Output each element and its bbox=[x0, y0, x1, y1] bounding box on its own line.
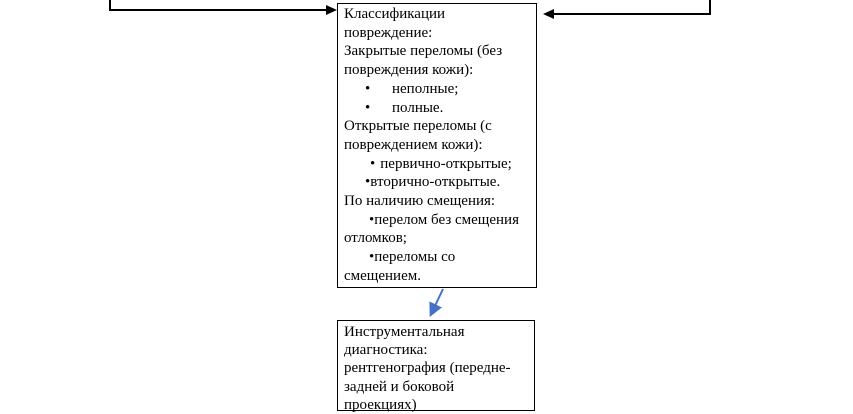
flow-arrow-down-line bbox=[434, 289, 443, 308]
text-line: рентгенография (передне- bbox=[344, 360, 511, 377]
text-line: диагностика: bbox=[344, 342, 428, 359]
text-line: отломков; bbox=[344, 230, 407, 247]
text-line: повреждением кожи): bbox=[344, 136, 483, 153]
bullet-marker: • bbox=[365, 80, 371, 97]
bullet-marker: • bbox=[370, 155, 376, 172]
text-line: задней и боковой bbox=[344, 378, 455, 395]
list-item bbox=[344, 173, 530, 192]
classification-box bbox=[337, 3, 537, 288]
text-line: повреждение: bbox=[344, 24, 433, 41]
text-line: смещением. bbox=[344, 267, 421, 284]
list-item-text: первично-открытые; bbox=[380, 155, 512, 172]
arrowhead-right-icon bbox=[326, 5, 337, 15]
list-item-text: перелом без смещения bbox=[374, 211, 519, 228]
bullet-marker: • bbox=[365, 174, 371, 191]
list-item-text: вторично-открытые. bbox=[370, 174, 501, 191]
list-item-text: полные. bbox=[392, 99, 444, 116]
connector-right-horizontal-line bbox=[553, 13, 711, 15]
list-item bbox=[344, 155, 530, 174]
text-line: Классификации bbox=[344, 6, 446, 22]
connector-left-horizontal-line bbox=[109, 9, 328, 11]
text-line: повреждения кожи): bbox=[344, 62, 474, 79]
list-item bbox=[344, 248, 530, 267]
bullet-marker: • bbox=[369, 211, 375, 228]
list-item-text: переломы со bbox=[374, 249, 456, 266]
flow-arrow-down bbox=[422, 288, 456, 322]
text-line: Закрытые переломы (без bbox=[344, 43, 503, 60]
text-line: Инструментальная bbox=[344, 324, 465, 340]
diagnostics-box bbox=[337, 320, 535, 411]
list-item-text: неполные; bbox=[392, 80, 459, 97]
text-line: Открытые переломы (с bbox=[344, 118, 492, 135]
bullet-marker: • bbox=[365, 99, 371, 116]
bullet-marker: • bbox=[369, 249, 375, 266]
list-item bbox=[344, 99, 530, 118]
text-line: По наличию смещения: bbox=[344, 193, 496, 210]
list-item bbox=[344, 80, 530, 99]
list-item bbox=[344, 211, 530, 230]
arrowhead-left-icon bbox=[543, 9, 554, 19]
text-line: проекциях) bbox=[344, 396, 417, 413]
